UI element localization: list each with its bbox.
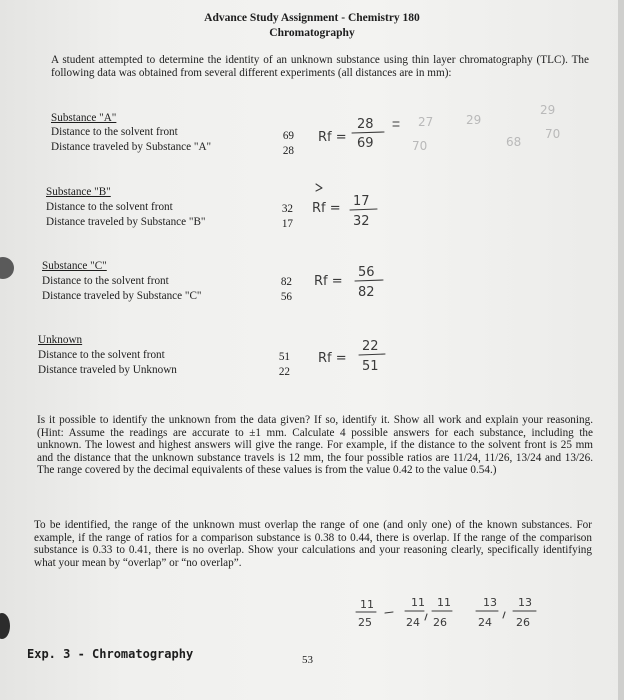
unknown-front-label: Distance to the solvent front	[38, 349, 165, 361]
substance-a-traveled-label: Distance traveled by Substance "A"	[51, 141, 212, 153]
substance-b-front-value: 32	[281, 203, 293, 215]
bottom-fraction-numerator: 11	[360, 598, 374, 611]
comma-mark	[503, 612, 505, 618]
rf-b-denominator: 32	[353, 214, 370, 229]
ghost-number: 29	[466, 113, 482, 127]
unknown-front-value: 51	[278, 351, 290, 363]
ghost-number: 68	[506, 135, 522, 149]
fraction-bar	[350, 209, 377, 210]
rf-c-numerator: 56	[358, 265, 375, 280]
bottom-fraction-denominator: 26	[433, 616, 447, 629]
fraction-bar	[352, 132, 384, 133]
page-edge	[618, 0, 624, 700]
rf-a-denominator: 69	[357, 136, 374, 151]
ghost-number: 27	[418, 115, 434, 129]
rf-c-denominator: 82	[358, 285, 375, 300]
rf-label: Rf =	[312, 201, 341, 216]
page-number: 53	[302, 654, 313, 666]
rf-a-numerator: 28	[357, 117, 374, 132]
substance-c-traveled-label: Distance traveled by Substance "C"	[42, 290, 202, 302]
question-1-paragraph: Is it possible to identify the unknown from the data given? If so, identify it. Show all work and explain your reasoning. (Hint: Assume the readings are accurate to ±1 mm. Calculate 4 possible answers for each substance, including the unknown. The lowest and highest answers will give the range. For example, if the distance to the solvent front is 25 mm and the distance that the unknown substance travels is 12 mm, the four possible ratios are 11/24, 11/26, 13/24 and 13/26. The range covered by the decimal equivalents of these values is from the value 0.42 to the value 0.54.)	[37, 414, 593, 477]
unknown-heading: Unknown	[38, 334, 83, 346]
approx-dash	[385, 612, 393, 613]
equals-mark	[393, 122, 399, 126]
substance-b-traveled-label: Distance traveled by Substance "B"	[46, 216, 206, 228]
substance-a-traveled-value: 28	[282, 145, 294, 157]
ghost-number: 70	[412, 139, 428, 153]
substance-b-front-label: Distance to the solvent front	[46, 201, 173, 213]
rf-u-denominator: 51	[362, 359, 379, 374]
bottom-fraction-numerator: 13	[483, 596, 497, 609]
fraction-bar	[355, 280, 383, 281]
unknown-traveled-value: 22	[278, 366, 290, 378]
rf-label: Rf =	[318, 351, 347, 366]
bottom-fraction-numerator: 11	[411, 596, 425, 609]
question-2-paragraph: To be identified, the range of the unknown must overlap the range of one (and only one) of the known substances. For example, if the range of ratios for a comparison substance is 0.38 to 0.44, there is overlap. If the range of the comparison substance is 0.33 to 0.41, there is no overlap. Show your calculations and your reasoning clearly, specifically identifying what your mean by “overlap” or “no overlap”.	[34, 519, 592, 569]
unknown-traveled-label: Distance traveled by Unknown	[38, 364, 177, 376]
rf-b-numerator: 17	[353, 194, 370, 209]
substance-a-front-value: 69	[282, 130, 294, 142]
ghost-number: 29	[540, 103, 556, 117]
substance-a-heading: Substance "A"	[51, 112, 117, 124]
intro-paragraph: A student attempted to determine the identity of an unknown substance using thin layer chromatography (TLC). The following data was obtained from several different experiments (all distances are in mm):	[51, 54, 589, 79]
bottom-fraction-numerator: 13	[518, 596, 532, 609]
rf-u-numerator: 22	[362, 339, 379, 354]
bottom-fraction-denominator: 25	[358, 616, 372, 629]
substance-c-traveled-value: 56	[280, 291, 292, 303]
bottom-fraction-numerator: 11	[437, 596, 451, 609]
binder-hole	[0, 257, 14, 279]
check-mark	[316, 184, 322, 191]
bottom-fraction-denominator: 24	[478, 616, 492, 629]
substance-c-heading: Substance "C"	[42, 260, 107, 272]
substance-c-front-label: Distance to the solvent front	[42, 275, 169, 287]
ghost-number: 70	[545, 127, 561, 141]
substance-b-traveled-value: 17	[281, 218, 293, 230]
rf-label: Rf =	[318, 130, 347, 145]
footer-experiment-label: Exp. 3 - Chromatography	[27, 647, 194, 661]
bottom-fraction-denominator: 24	[406, 616, 420, 629]
fraction-bar	[359, 354, 385, 355]
binder-hole	[0, 613, 10, 639]
substance-c-front-value: 82	[280, 276, 292, 288]
substance-a-front-label: Distance to the solvent front	[51, 126, 178, 138]
substance-b-heading: Substance "B"	[46, 186, 111, 198]
bottom-fraction-denominator: 26	[516, 616, 530, 629]
comma-mark	[425, 614, 427, 620]
assignment-subtitle: Chromatography	[269, 27, 355, 39]
assignment-title: Advance Study Assignment - Chemistry 180	[204, 12, 420, 24]
rf-label: Rf =	[314, 274, 343, 289]
